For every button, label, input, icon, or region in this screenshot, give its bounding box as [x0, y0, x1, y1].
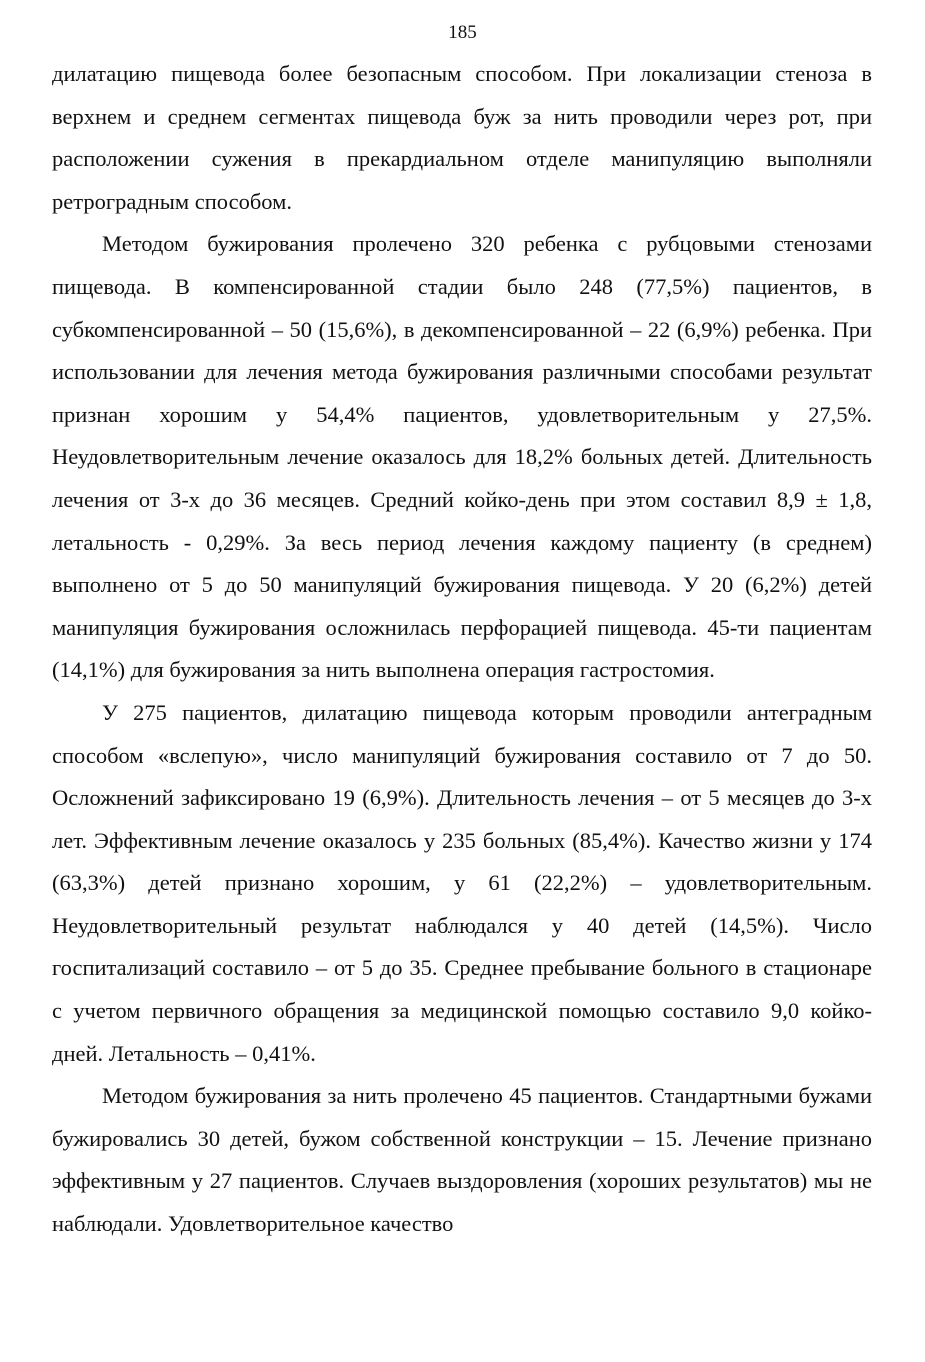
paragraph-thread-bougienage: Методом бужирования за нить пролечено 45 пациентов. Стандартными бужами бужировались 30 детей, бужом собственной конструкции – 15. Лечение признано эффективным у 27 пациентов. Случаев выздоровления (хороших результатов) мы не наблюдали. Удовлетворительное качество	[52, 1083, 872, 1237]
page-number: 185	[448, 22, 477, 43]
paragraph-bougienage-summary: Методом бужирования пролечено 320 ребенка с рубцовыми стенозами пищевода. В компенсированной стадии было 248 (77,5%) пациентов, в субкомпенсированной – 50 (15,6%), в декомпенсированной – 22 (6,9%) ребенка. При использовании для лечения метода бужирования различными способами результат признан хорошим у 54,4% пациентов, удовлетворительным у 27,5%. Неудовлетворительным лечение оказалось для 18,2% больных детей. Длительность лечения от 3-х до 36 месяцев. Средний койко-день при этом составил 8,9 ± 1,8, летальность - 0,29%. За весь период лечения каждому пациенту (в среднем) выполнено от 5 до 50 манипуляций бужирования пищевода. У 20 (6,2%) детей манипуляция бужирования осложнилась перфорацией пищевода. 45-ти пациентам (14,1%) для бужирования за нить выполнена операция гастростомия.	[52, 231, 872, 683]
paragraph-antegrade-method: У 275 пациентов, дилатацию пищевода которым проводили антеградным способом «вслепую», число манипуляций бужирования составило от 7 до 50. Осложнений зафиксировано 19 (6,9%). Длительность лечения – от 5 месяцев до 3-х лет. Эффективным лечение оказалось у 235 больных (85,4%). Качество жизни у 174 (63,3%) детей признано хорошим, у 61 (22,2%) – удовлетворительным. Неудовлетворительный результат наблюдался у 40 детей (14,5%). Число госпитализаций составило – от 5 до 35. Среднее пребывание больного в стационаре с учетом первичного обращения за медицинской помощью составило 9,0 койко-дней. Летальность – 0,41%.	[52, 699, 872, 1066]
paragraph-continuation: дилатацию пищевода более безопасным способом. При локализации стеноза в верхнем и среднем сегментах пищевода буж за нить проводили через рот, при расположении сужения в прекардиальном отделе манипуляцию выполняли ретроградным способом.	[52, 61, 872, 214]
body-text	[52, 53, 872, 1246]
